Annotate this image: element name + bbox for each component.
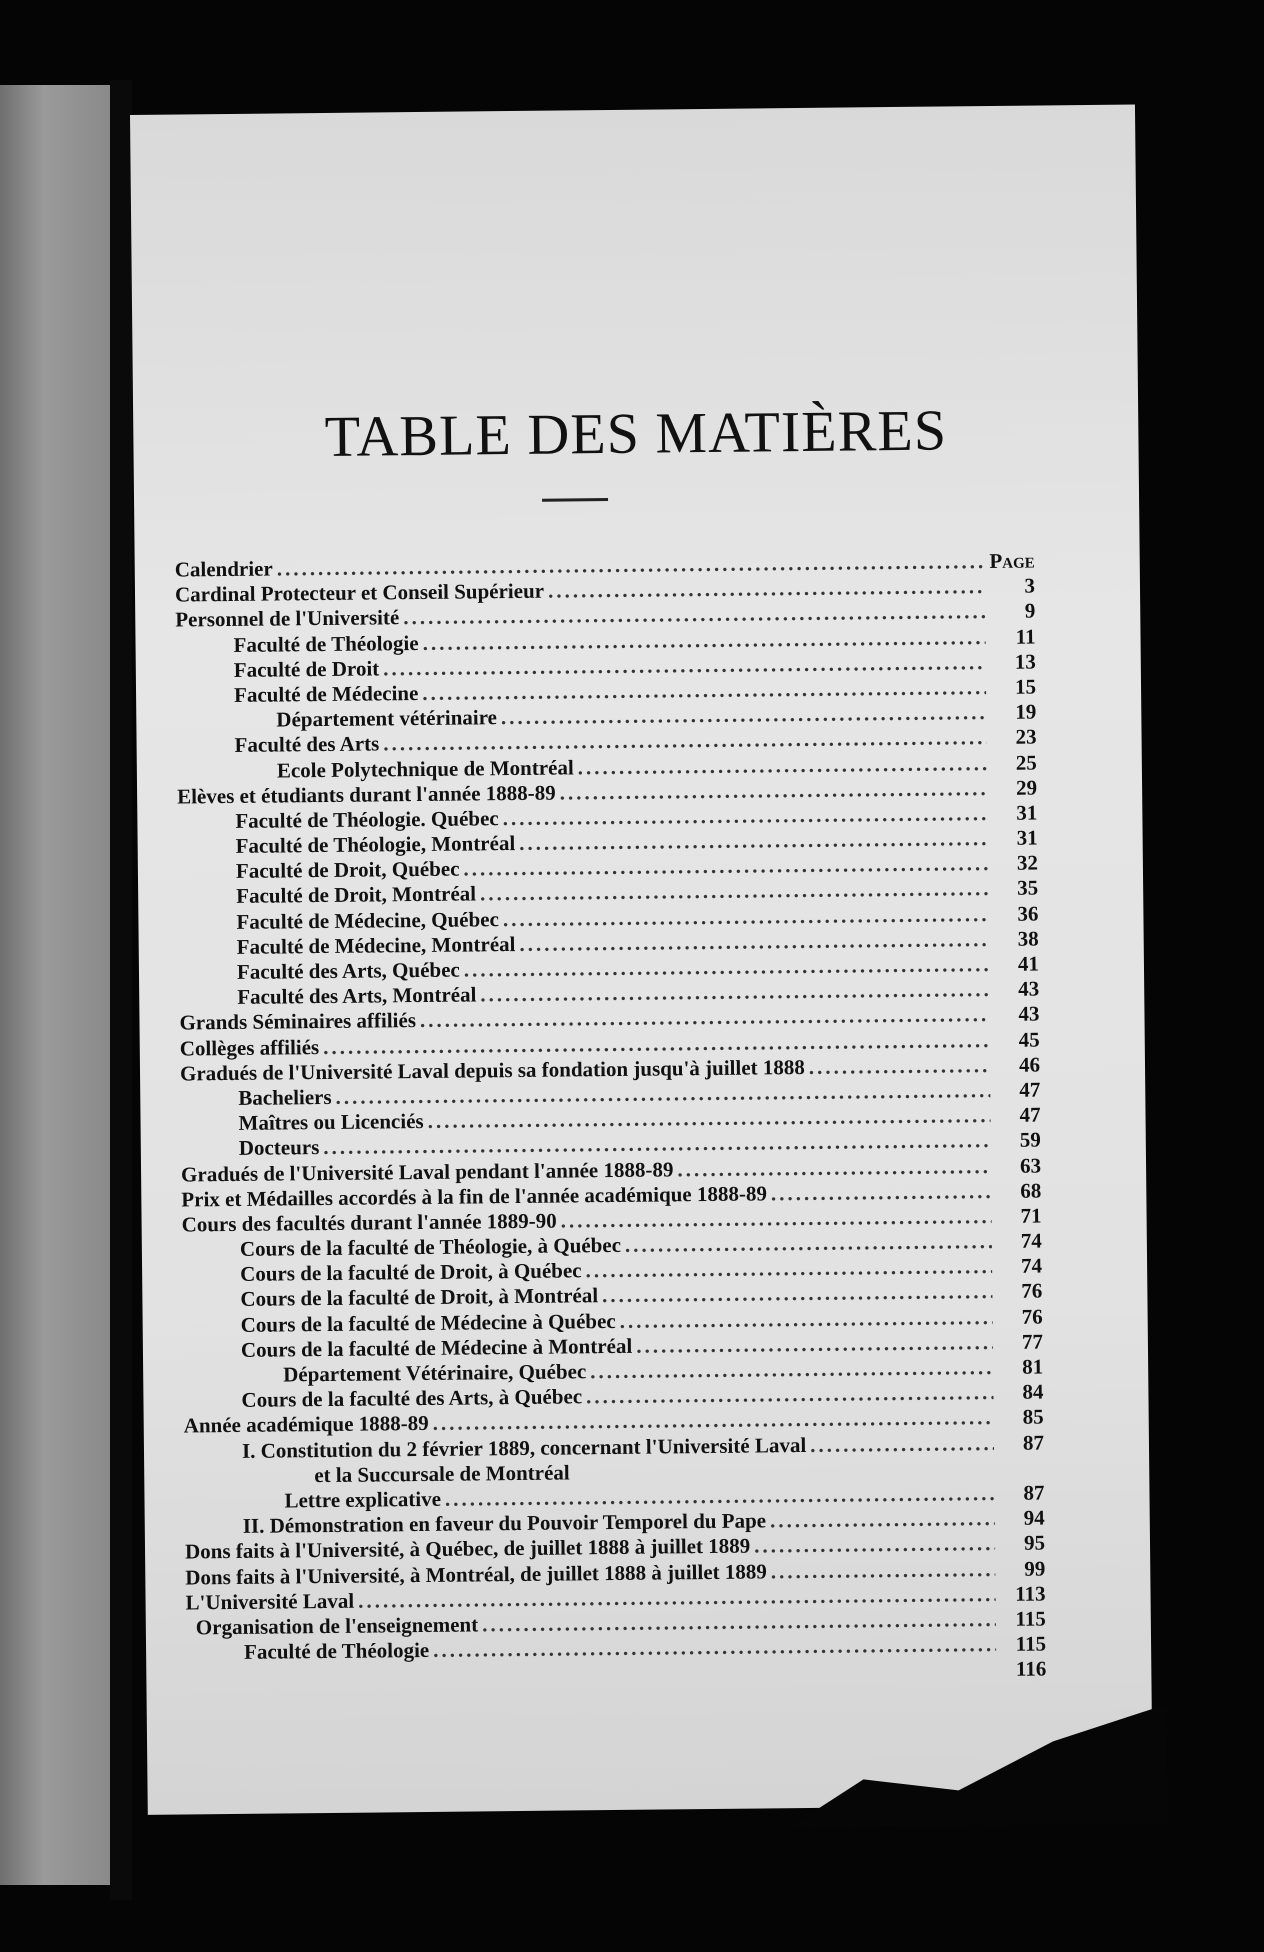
toc-entry-label: Docteurs	[238, 1135, 320, 1161]
toc-entry-label: Cours de la faculté de Droit, à Montréal	[240, 1283, 599, 1312]
toc-entry-page: 113	[1015, 1581, 1046, 1606]
toc-entry-page: 76	[1021, 1304, 1043, 1329]
leader-dots	[754, 1531, 995, 1559]
leader-dots	[810, 1431, 994, 1458]
toc-entry-page: 59	[1019, 1127, 1041, 1153]
leader-dots	[574, 1475, 995, 1479]
toc-entry-label: Gradués de l'Université Laval depuis sa fondation jusqu'à juillet 1888	[179, 1054, 805, 1086]
toc-entry-label: Faculté des Arts, Québec	[236, 957, 460, 984]
toc-entry-label: et la Succursale de Montréal	[314, 1460, 570, 1487]
toc-entry-label: Elèves et étudiants durant l'année 1888-89	[177, 780, 556, 809]
toc-entry-label: Cours de la faculté de Théologie, à Québec	[239, 1232, 622, 1261]
leader-dots	[677, 1154, 991, 1182]
toc-entry-label: Maîtres ou Licenciés	[238, 1109, 424, 1136]
toc-entry-label: Bacheliers	[238, 1084, 332, 1110]
toc-entry-label: I. Constitution du 2 février 1889, concernant l'Université Laval	[241, 1432, 807, 1463]
toc-entry-page: 15	[1014, 674, 1037, 699]
toc-entry-label: Cours de la faculté de Médecine à Québec	[240, 1308, 616, 1337]
toc-entry-page: 74	[1020, 1228, 1042, 1253]
toc-entry-page: 99	[1024, 1555, 1046, 1581]
toc-entry-page: 3	[1024, 573, 1036, 598]
toc-entry-page: 13	[1014, 649, 1036, 674]
toc-entry-label: Ecole Polytechnique de Montréal	[276, 754, 574, 782]
toc-entry-page: 23	[1015, 724, 1037, 750]
toc-entry-page: 41	[1017, 951, 1040, 976]
toc-entry-page: 9	[1024, 598, 1036, 624]
toc-entry-page: 87	[1023, 1480, 1045, 1505]
toc-entry-page: 31	[1016, 800, 1038, 825]
leader-dots	[771, 1557, 996, 1585]
toc-entry-label: Cours des facultés durant l'année 1889-90	[181, 1208, 557, 1237]
toc-entry-label: Département vétérinaire	[276, 705, 498, 732]
toc-entry-page: 77	[1021, 1329, 1044, 1354]
toc-entry-label: Prix et Médailles accordés à la fin de l'année académique 1888-89	[181, 1181, 768, 1212]
toc-entry-label: Département Vétérinaire, Québec	[283, 1359, 587, 1387]
toc-entry-label: Faculté de Droit	[233, 656, 380, 682]
toc-entry-label: Calendrier	[174, 556, 273, 582]
title-rule	[542, 498, 608, 502]
toc-entry-label: Cours de la faculté de Médecine à Montréal	[240, 1333, 633, 1362]
toc-entry-page: 11	[1015, 624, 1036, 649]
toc-entry-label: Grands Séminaires affiliés	[179, 1008, 417, 1035]
toc-entry-label: Faculté des Arts, Montréal	[237, 982, 477, 1010]
toc-entry-label: Faculté de Théologie. Québec	[235, 806, 499, 833]
toc-entry-label: L'Université Laval	[185, 1588, 355, 1615]
leader-dots	[636, 1330, 993, 1359]
toc-entry-page: 32	[1016, 850, 1039, 876]
page-title: TABLE DES MATIÈRES	[324, 397, 948, 469]
toc-entry-page: 85	[1022, 1404, 1044, 1430]
toc-entry-page: 43	[1018, 1001, 1040, 1027]
toc-entry-page: 76	[1021, 1278, 1043, 1304]
toc-entry-page: 74	[1020, 1253, 1043, 1278]
toc-entry-page: 115	[1015, 1631, 1047, 1656]
toc-entry-page: 31	[1016, 825, 1038, 850]
book-page	[130, 104, 1153, 1814]
toc-entry-label: Lettre explicative	[284, 1486, 442, 1513]
toc-entry-label: Cardinal Protecteur et Conseil Supérieur	[174, 578, 545, 607]
toc-entry-label: Faculté de Médecine, Québec	[236, 906, 500, 934]
toc-entry-page: 115	[1015, 1606, 1046, 1631]
toc-entry-label: Collèges affiliés	[179, 1034, 320, 1061]
leader-dots	[771, 1179, 992, 1207]
toc-entry-label: Faculté de Théologie	[233, 630, 419, 657]
toc-entry-label: Cours de la faculté de Droit, à Québec	[240, 1258, 582, 1287]
toc-entry-label: Cours de la faculté des Arts, à Québec	[241, 1384, 583, 1413]
toc-entry-label: Personnel de l'Université	[175, 605, 400, 632]
toc-entry-page: 29	[1015, 775, 1038, 800]
leader-dots	[625, 1229, 992, 1258]
facing-page-edge	[0, 85, 110, 1885]
toc-entry-page: 45	[1018, 1027, 1040, 1052]
toc-entry-page: 43	[1018, 976, 1040, 1001]
toc-entry-page: 35	[1017, 875, 1039, 901]
toc-entry-page: 19	[1015, 699, 1037, 724]
toc-entry-label: Dons faits à l'Université, à Montréal, de juillet 1888 à juillet 1889	[185, 1558, 767, 1590]
toc-entry-page: 94	[1023, 1505, 1045, 1530]
toc-entry-page: 95	[1023, 1530, 1046, 1556]
toc-entry-page: 84	[1022, 1379, 1044, 1404]
toc-entry-label: Faculté de Médecine, Montréal	[236, 931, 516, 959]
toc-entry-page: 116	[1015, 1656, 1047, 1682]
toc-entry-page: 36	[1017, 901, 1039, 926]
toc-entry-label: Faculté de Théologie	[243, 1638, 430, 1664]
toc-entry-page: 81	[1022, 1354, 1044, 1379]
toc-entry-page: 46	[1018, 1052, 1041, 1077]
toc-entry-page: 87	[1022, 1430, 1045, 1455]
toc-entry-page: 71	[1020, 1203, 1042, 1228]
toc-entry-label: II. Démonstration en faveur du Pouvoir Temporel du Pape	[242, 1508, 767, 1539]
leader-dots	[190, 1676, 996, 1684]
toc-entry-label: Faculté de Théologie, Montréal	[235, 831, 516, 858]
toc-entry-label: Faculté de Droit, Montréal	[236, 881, 477, 909]
book-gutter	[110, 80, 132, 1900]
toc-entry-page: 63	[1019, 1153, 1042, 1178]
toc-entry-page: 68	[1020, 1178, 1042, 1203]
toc-entry-page: 47	[1019, 1102, 1041, 1127]
toc-entry-label: Faculté de Médecine	[233, 680, 419, 707]
table-of-contents	[175, 549, 1047, 1691]
toc-entry-label: Organisation de l'enseignement	[195, 1612, 479, 1640]
toc-entry-page: 25	[1015, 750, 1037, 775]
toc-entry-page: Page	[989, 548, 1035, 574]
leader-dots	[770, 1506, 995, 1534]
leader-dots	[620, 1305, 993, 1334]
leader-dots	[809, 1053, 990, 1080]
toc-entry-label: Année académique 1888-89	[183, 1411, 429, 1438]
toc-entry-label: Dons faits à l'Université, à Québec, de juillet 1888 à juillet 1889	[184, 1533, 751, 1564]
toc-entry-label: Faculté des Arts	[234, 731, 380, 758]
torn-corner	[787, 1704, 1168, 1828]
toc-entry-label: Faculté de Droit, Québec	[235, 856, 460, 884]
toc-entry-label: Gradués de l'Université Laval pendant l'année 1888-89	[180, 1156, 674, 1187]
toc-entry-page: 47	[1019, 1077, 1041, 1102]
toc-entry-page: 38	[1017, 926, 1039, 951]
